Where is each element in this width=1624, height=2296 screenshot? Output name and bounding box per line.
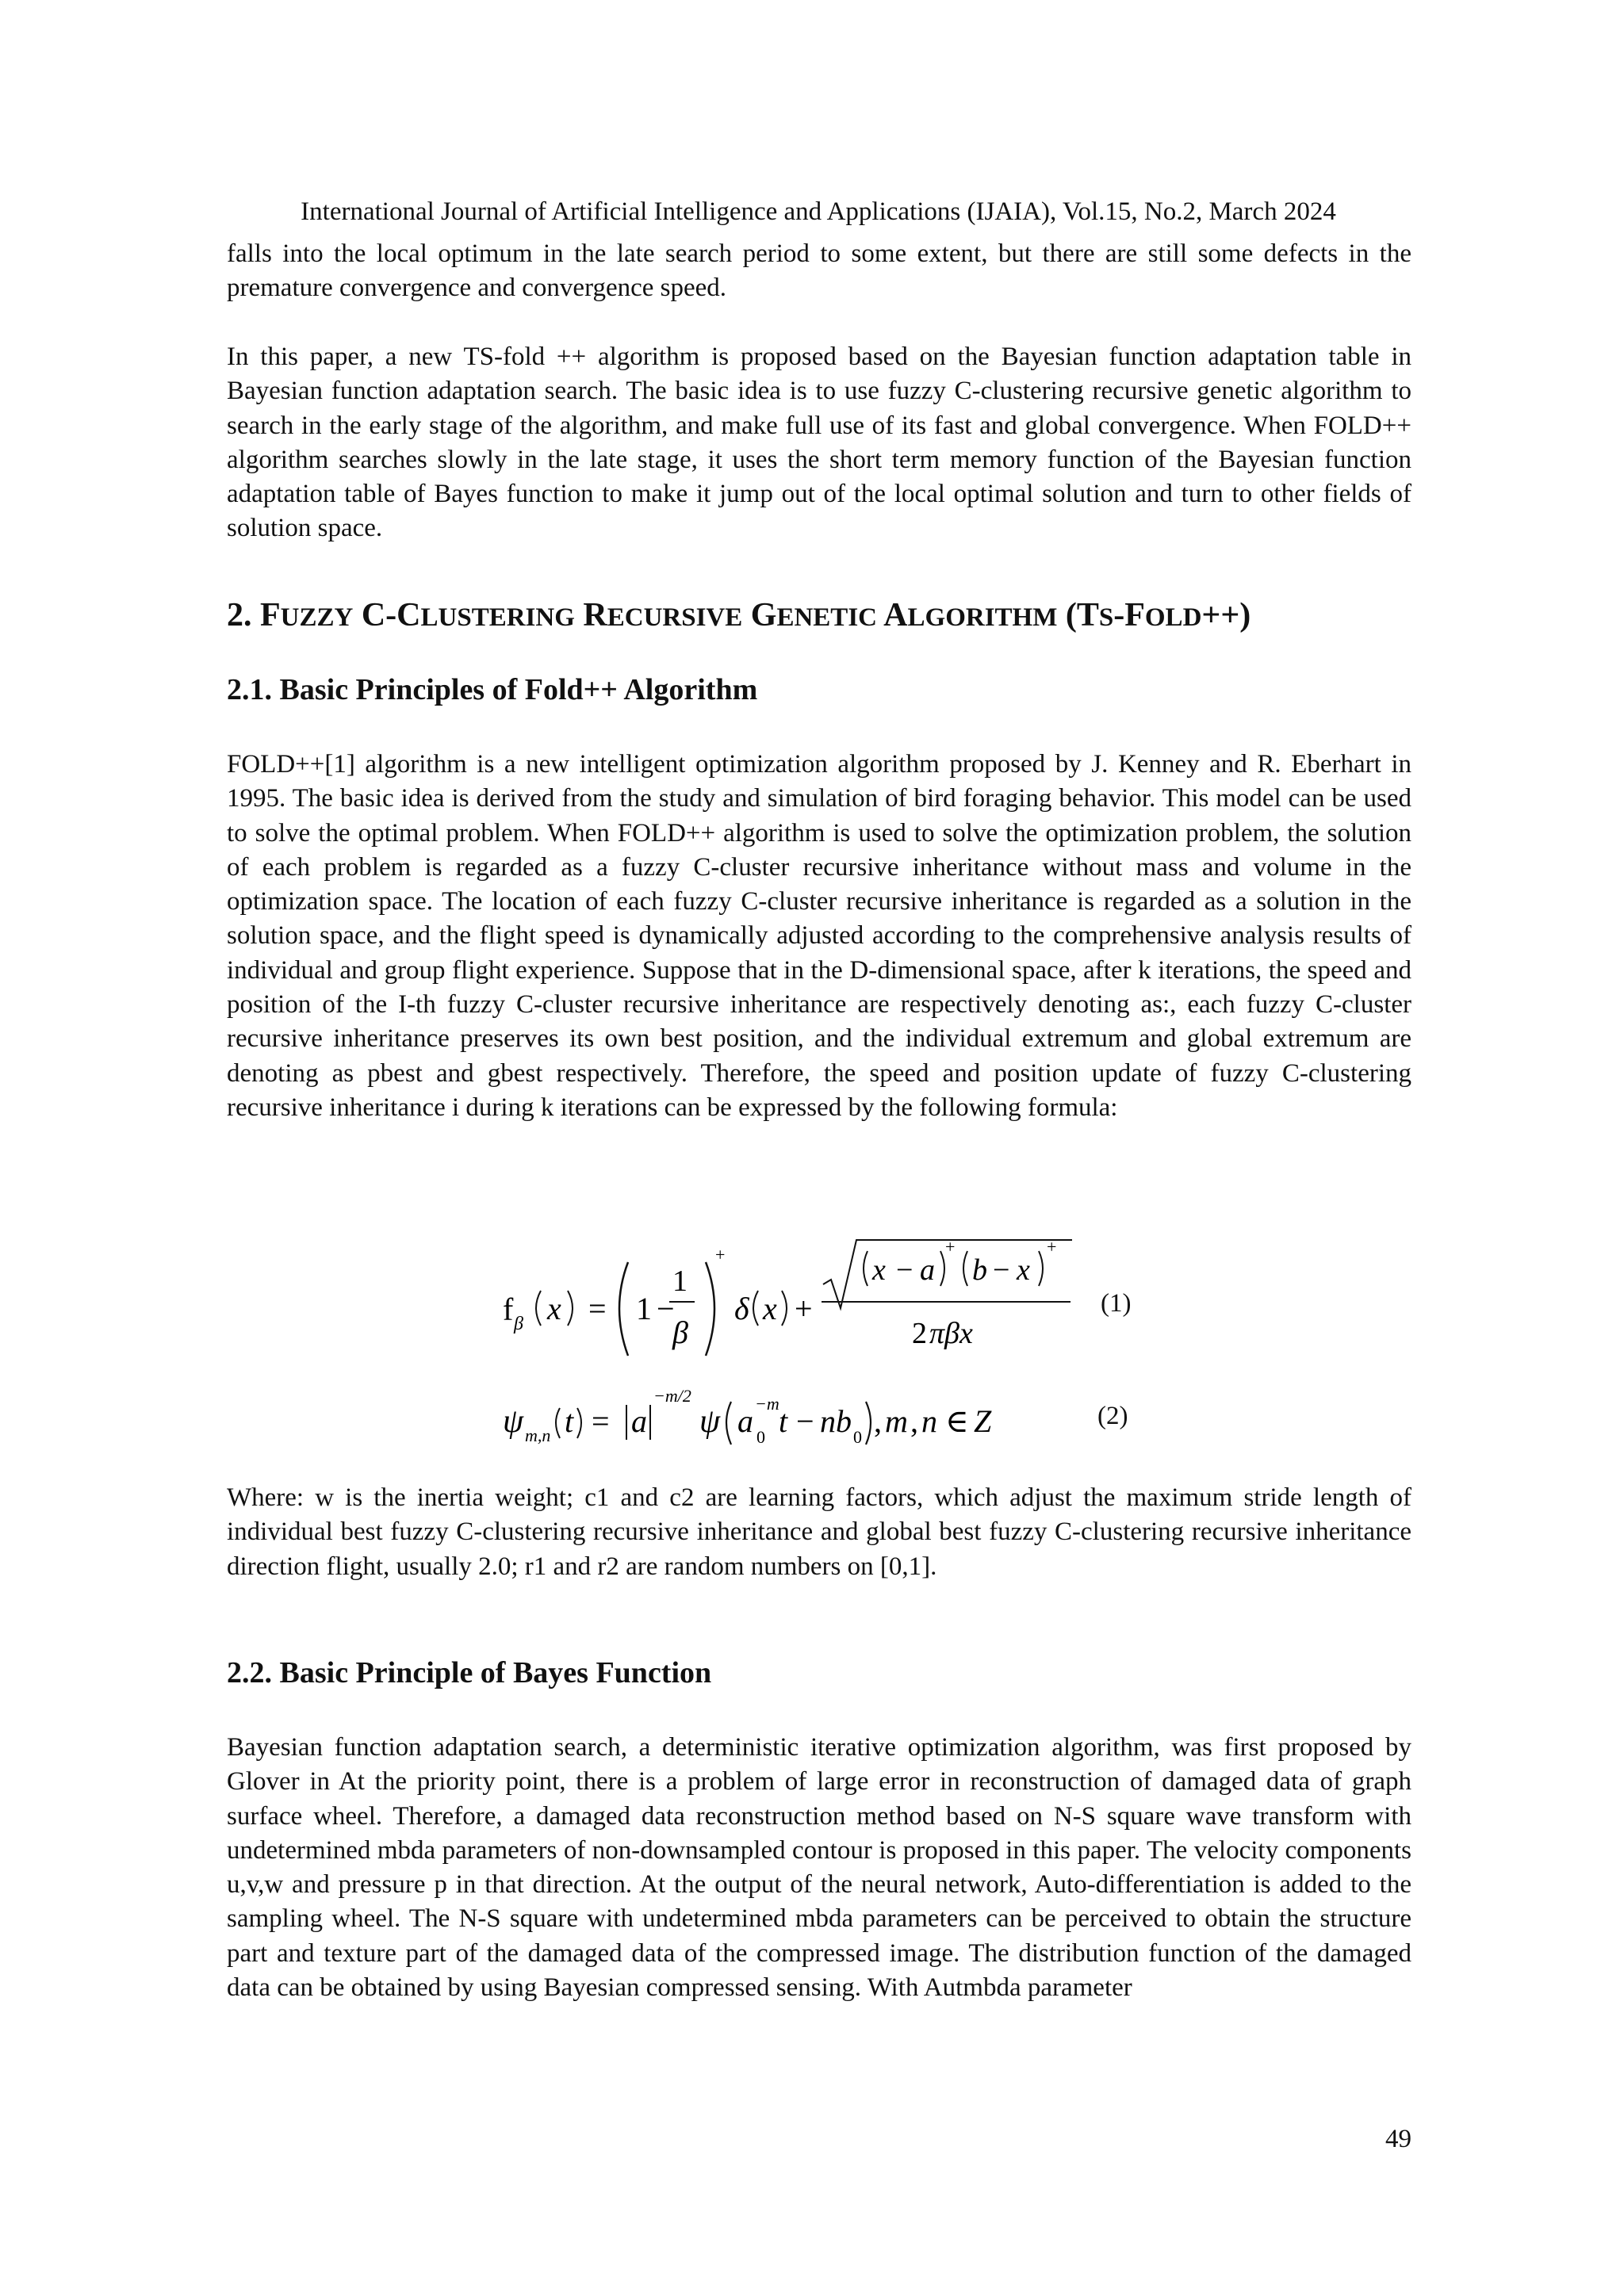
- section-heading: 2. FUZZY C-CLUSTERING RECURSIVE GENETIC ALGORITHM (TS-FOLD++): [227, 597, 1251, 633]
- svg-text:m,n: m,n: [525, 1425, 551, 1445]
- svg-text:nb: nb: [820, 1403, 852, 1439]
- svg-text:Z: Z: [974, 1403, 992, 1439]
- svg-text:−: −: [896, 1253, 914, 1287]
- svg-text:+: +: [715, 1245, 726, 1265]
- svg-text:∈: ∈: [945, 1403, 969, 1439]
- svg-text:x: x: [547, 1291, 561, 1326]
- svg-text:0: 0: [853, 1427, 862, 1447]
- svg-text:,: ,: [910, 1403, 918, 1439]
- svg-text:t: t: [565, 1403, 574, 1439]
- svg-text:ψ: ψ: [699, 1403, 721, 1440]
- svg-text:−m: −m: [755, 1394, 779, 1414]
- svg-text:β: β: [514, 1314, 523, 1334]
- paragraph-where: Where: w is the inertia weight; c1 and c2 are learning factors, which adjust the maximum stride length of individual best fuzzy C-clustering recursive inheritance and global best fuzzy C-clustering recursive inheritance direction flight, usually 2.0; r1 and r2 are random numbers on [0,1].: [227, 1483, 1411, 1581]
- svg-text:a: a: [920, 1253, 935, 1287]
- svg-text:2: 2: [912, 1317, 927, 1350]
- svg-text:−m/2: −m/2: [653, 1386, 691, 1406]
- svg-text:+: +: [1047, 1237, 1057, 1257]
- svg-text:a: a: [631, 1403, 647, 1439]
- svg-text:a: a: [737, 1403, 753, 1439]
- svg-text:+: +: [945, 1237, 956, 1257]
- paragraph-fold-principles: FOLD++[1] algorithm is a new intelligent optimization algorithm proposed by J. Kenney and R. Eberhart in 1995. The basic idea is derived from the study and simulation of bird foraging behavior. This model can be used to solve the optimal problem. When FOLD++ algorithm is used to solve the optimization problem, the solution of each problem is regarded as a fuzzy C-cluster recursive inheritance without mass and volume in the optimization space. The location of each fuzzy C-cluster recursive inheritance is regarded as a solution in the solution space, and the flight speed is dynamically adjusted according to the comprehensive analysis results of individual and group flight experience. Suppose that in the D-dimensional space, after k iterations, the speed and position of the I-th fuzzy C-cluster recursive inheritance are respectively denoting as:, each fuzzy C-cluster recursive inheritance preserves its own best position, and the individual extremum and global extremum are denoting as pbest and gbest respectively. Therefore, the speed and position update of fuzzy C-clustering recursive inheritance i during k iterations can be expressed by the following formula:: [227, 750, 1411, 1122]
- page-number: 49: [1385, 2125, 1411, 2153]
- svg-text:−: −: [796, 1403, 814, 1439]
- svg-text:x: x: [763, 1291, 777, 1326]
- paragraph-proposal: In this paper, a new TS-fold ++ algorithm is proposed based on the Bayesian function adaptation table in Bayesian function adaptation search. The basic idea is to use fuzzy C-clustering recursive genetic algorithm to search in the early stage of the algorithm, and make full use of its fast and global convergence. When FOLD++ algorithm searches slowly in the late stage, it uses the short term memory function of the Bayesian function adaptation table of Bayes function to make it jump out of the local optimal solution and turn to other fields of solution space.: [227, 342, 1411, 543]
- svg-text:x: x: [1017, 1253, 1030, 1287]
- svg-text:,: ,: [874, 1403, 882, 1439]
- svg-text:1: 1: [672, 1265, 688, 1298]
- svg-text:=: =: [588, 1291, 607, 1326]
- svg-text:β: β: [672, 1314, 688, 1350]
- svg-text:n: n: [921, 1403, 937, 1439]
- svg-text:−: −: [993, 1253, 1010, 1287]
- subsection-heading-2-1: 2.1. Basic Principles of Fold++ Algorithm: [227, 673, 758, 706]
- subsection-heading-2-2: 2.2. Basic Principle of Bayes Function: [227, 1656, 712, 1689]
- svg-text:0: 0: [756, 1427, 765, 1447]
- svg-text:t: t: [779, 1403, 788, 1439]
- svg-text:b: b: [972, 1253, 987, 1287]
- paragraph-intro-continued: falls into the local optimum in the late search period to some extent, but there are still some defects in the premature convergence and convergence speed.: [227, 239, 1411, 303]
- equation-1: [492, 1229, 1142, 1364]
- equation-2: [500, 1378, 1071, 1457]
- svg-text:ψ: ψ: [503, 1403, 524, 1440]
- svg-text:m: m: [885, 1403, 908, 1439]
- svg-text:f: f: [503, 1292, 514, 1327]
- equation-1-number: (1): [1101, 1289, 1132, 1318]
- running-header: International Journal of Artificial Intelligence and Applications (IJAIA), Vol.15, No.2, March 2024: [301, 197, 1336, 226]
- svg-text:1: 1: [636, 1291, 652, 1326]
- svg-text:=: =: [592, 1403, 610, 1439]
- equation-2-number: (2): [1097, 1402, 1128, 1430]
- svg-text:+: +: [795, 1291, 813, 1326]
- svg-text:−: −: [657, 1291, 675, 1326]
- svg-text:δ: δ: [734, 1291, 749, 1326]
- svg-text:πβx: πβx: [929, 1317, 973, 1350]
- svg-text:x: x: [872, 1253, 886, 1287]
- paragraph-bayes-principle: Bayesian function adaptation search, a deterministic iterative optimization algorithm, was first proposed by Glover in At the priority point, there is a problem of large error in reconstruction of damaged data of graph surface wheel. Therefore, a damaged data reconstruction method based on N-S square wave transform with undetermined mbda parameters of non-downsampled contour is proposed in this paper. The velocity components u,v,w and pressure p in that direction. At the output of the neural network, Auto-differentiation is added to the sampling wheel. The N-S square with undetermined mbda parameters can be perceived to obtain the structure part and texture part of the damaged data of the compressed image. The distribution function of the damaged data can be obtained by using Bayesian compressed sensing. With Autmbda parameter: [227, 1733, 1411, 2003]
